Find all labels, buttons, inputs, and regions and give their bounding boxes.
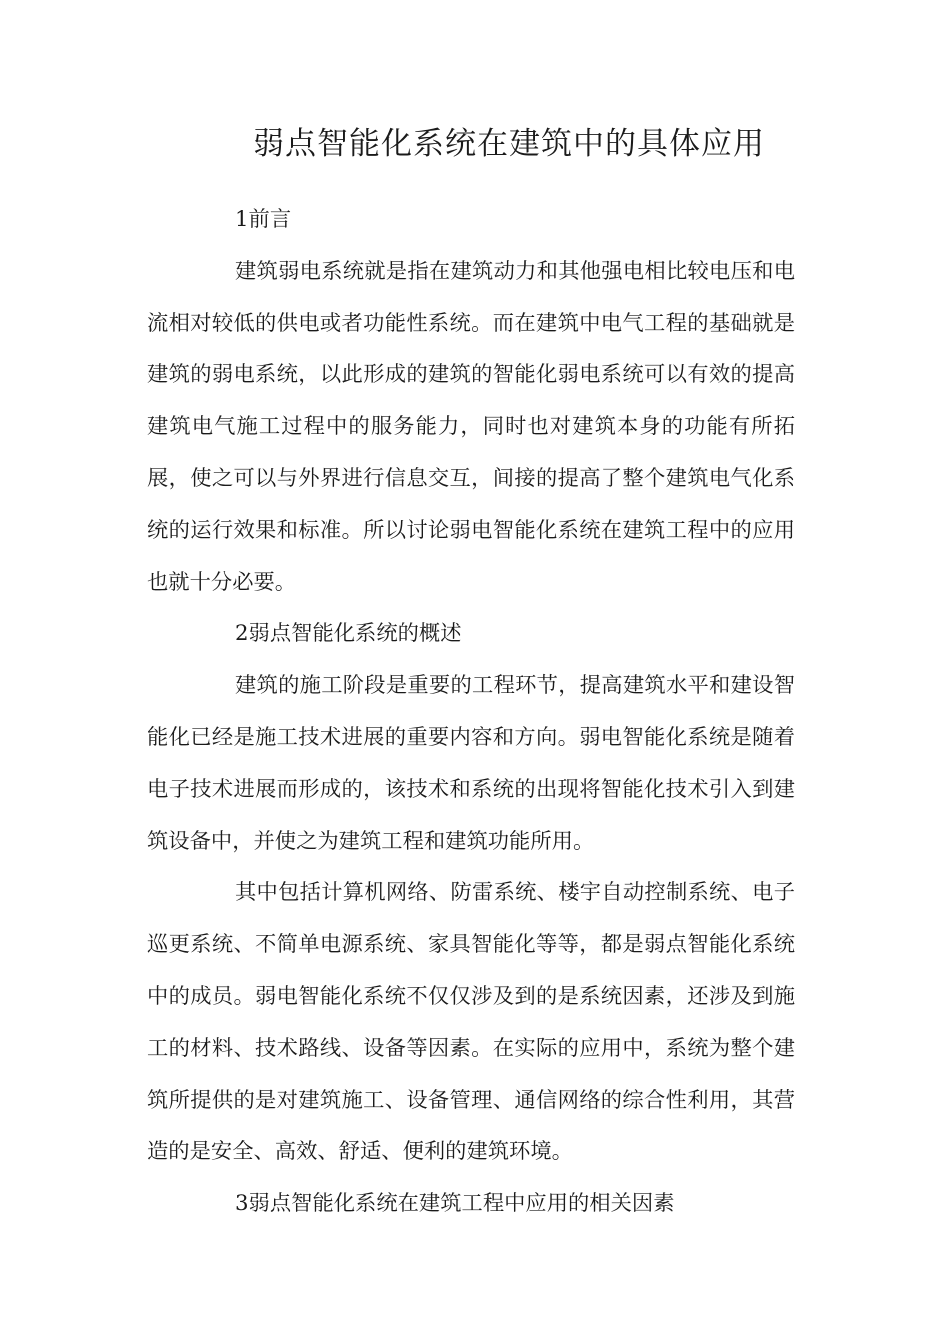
paragraph-overview: 建筑的施工阶段是重要的工程环节，提高建筑水平和建设智能化已经是施工技术进展的重要内容和方向。弱电智能化系统是随着电子技术进展而形成的，该技术和系统的出现将智能化技术引入到建筑设备中，并使之为建筑工程和建筑功能所用。 bbox=[147, 673, 795, 854]
paragraph-intro: 建筑弱电系统就是指在建筑动力和其他强电相比较电压和电流相对较低的供电或者功能性系统。而在建筑中电气工程的基础就是建筑的弱电系统，以此形成的建筑的智能化弱电系统可以有效的提高建筑电气施工过程中的服务能力，同时也对建筑本身的功能有所拓展，使之可以与外界进行信息交互，间接的提高了整个建筑电气化系统的运行效果和标准。所以讨论弱电智能化系统在建筑工程中的应用也就十分必要。 bbox=[147, 258, 795, 595]
section-heading-3: 3弱点智能化系统在建筑工程中应用的相关因素 bbox=[235, 1191, 675, 1217]
paragraph-components: 其中包括计算机网络、防雷系统、楼宇自动控制系统、电子巡更系统、不简单电源系统、家具智能化等等，都是弱点智能化系统中的成员。弱电智能化系统不仅仅涉及到的是系统因素，还涉及到施工的材料、技术路线、设备等因素。在实际的应用中，系统为整个建筑所提供的是对建筑施工、设备管理、通信网络的综合性利用，其营造的是安全、高效、舒适、便利的建筑环境。 bbox=[147, 880, 795, 1165]
section-heading-2: 2弱点智能化系统的概述 bbox=[235, 621, 462, 647]
section-heading-1: 1前言 bbox=[235, 207, 292, 232]
document-body bbox=[147, 194, 795, 1230]
document-title: 弱点智能化系统在建筑中的具体应用 bbox=[253, 126, 765, 162]
